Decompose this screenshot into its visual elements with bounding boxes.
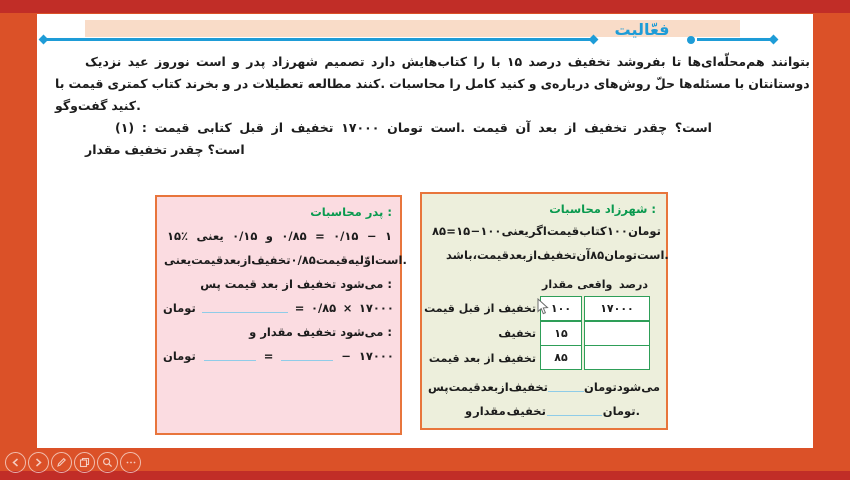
text-token: بعد	[480, 380, 499, 394]
mouse-cursor	[537, 298, 550, 316]
text-token: از	[564, 120, 577, 135]
text-token: پدر	[246, 54, 266, 69]
text-token: =	[446, 224, 456, 238]
text-token: −	[341, 349, 351, 363]
text-token: کنند.	[355, 76, 386, 91]
text-token: یعنی	[164, 253, 192, 267]
text-token: آن	[576, 248, 591, 262]
text-token: کتاب	[151, 76, 182, 91]
shahrzad-line-cont	[446, 248, 669, 262]
text-token: بعد	[509, 248, 527, 262]
text-token: ۱۵٪	[167, 229, 189, 243]
fill-in-blank	[202, 302, 288, 313]
cell-percent-discount: ۱۵	[540, 321, 582, 346]
text-token: قیمت	[191, 253, 224, 267]
cell-percent-after: ۸۵	[540, 345, 582, 370]
text-token: مقدار	[542, 278, 574, 291]
question-line-1	[115, 120, 712, 135]
pencil-icon	[56, 457, 67, 468]
text-token: مقدار	[85, 142, 121, 157]
text-token: تخفیف	[296, 325, 337, 339]
col-header-percent: درصد	[619, 278, 648, 291]
intro-line-3	[55, 98, 141, 113]
text-token: اگر	[528, 224, 547, 238]
shahrzad-line-result1	[428, 380, 660, 394]
text-token: کتاب	[579, 224, 607, 238]
text-token: قیمت	[547, 224, 580, 238]
text-token: تخفیف	[251, 253, 291, 267]
father-line-so	[165, 277, 392, 291]
text-token: است.	[636, 248, 669, 262]
fill-in-blank	[281, 350, 333, 361]
text-token: نزدیک	[85, 54, 122, 69]
text-token: عید	[127, 54, 149, 69]
header-rule-left	[42, 38, 595, 41]
text-token: است.	[430, 120, 466, 135]
text-token: تخفیف	[584, 120, 627, 135]
text-token: دارد	[370, 54, 396, 69]
text-token: حلّ	[654, 76, 675, 91]
text-token: از	[271, 120, 284, 135]
father-calculations-box	[155, 195, 407, 435]
text-token: ۰/۱۵	[232, 229, 258, 243]
text-token: قیمت	[428, 352, 460, 365]
text-token: از	[282, 277, 293, 291]
text-token: باشد،	[446, 248, 477, 262]
text-token: قبل	[458, 302, 481, 315]
text-token: گفت‌وگو	[55, 98, 108, 113]
text-token: است؟	[674, 120, 712, 135]
text-token: در	[234, 76, 249, 91]
text-token: قیمت	[448, 380, 481, 394]
fill-in-blank	[204, 350, 256, 361]
text-token: تومان	[163, 349, 196, 363]
next-page-button[interactable]	[28, 452, 49, 473]
text-token: می‌شود	[340, 325, 384, 339]
text-token: ۱۷۰۰۰	[358, 301, 394, 315]
text-token: از	[498, 380, 509, 394]
text-token: محاسبات	[549, 202, 601, 216]
text-token: کمتری	[107, 76, 148, 91]
previous-page-button[interactable]	[5, 452, 26, 473]
text-token: قیمت	[68, 76, 104, 91]
table-column-headers	[542, 278, 648, 291]
text-token: ۱۷۰۰۰	[358, 349, 394, 363]
text-token: ۱	[384, 229, 392, 243]
text-token: اوّلیه	[347, 253, 375, 267]
text-token: محاسبات	[310, 205, 362, 219]
text-token: چقدر	[171, 142, 204, 157]
text-token: بخرند	[185, 76, 219, 91]
text-token: تصمیم	[324, 54, 365, 69]
text-token: تخفیف	[506, 404, 546, 418]
rule-dot	[687, 36, 695, 44]
pages-button[interactable]	[74, 452, 95, 473]
text-token: ۱۰۰	[606, 224, 628, 238]
intro-line-1	[85, 54, 810, 69]
text-token: −	[470, 224, 481, 238]
text-token: تخفیف	[498, 327, 536, 340]
text-token: تا	[671, 54, 682, 69]
text-token: =	[315, 229, 325, 243]
text-token: تخفیف	[508, 380, 548, 394]
cell-actual-before: ۱۷۰۰۰	[584, 296, 650, 321]
text-token: قیمت	[472, 120, 508, 135]
cell-actual-discount	[584, 321, 650, 346]
cell-percent-before: ۱۰۰	[540, 296, 582, 321]
text-token: ۰/۸۵	[281, 229, 307, 243]
text-token: با	[734, 76, 745, 91]
text-token: آن	[515, 120, 531, 135]
father-line-percent	[167, 229, 392, 243]
text-token: هم‌محلّه‌ای‌ها	[687, 54, 765, 69]
text-token: و	[528, 76, 537, 91]
text-token: قبل	[239, 120, 264, 135]
question-line-2	[85, 142, 245, 157]
text-token: تخفیف	[537, 248, 577, 262]
text-token: کنید	[499, 76, 525, 91]
text-token: و	[232, 54, 240, 69]
text-token: تخفیف	[124, 142, 168, 157]
shahrzad-box-title	[432, 202, 656, 216]
text-token: تخفیف	[498, 302, 536, 315]
text-token: مطالعه	[307, 76, 352, 91]
text-token: تخفیف	[567, 54, 611, 69]
cell-actual-after	[584, 345, 650, 370]
text-token: محاسبات	[389, 76, 446, 91]
text-token: بعد	[538, 120, 558, 135]
text-token: را	[473, 54, 485, 69]
text-token: ۱۰۰	[480, 224, 502, 238]
text-token: بتوانند	[770, 54, 810, 69]
text-token: تومان	[604, 248, 637, 262]
rule-cap-right	[769, 35, 779, 45]
father-line-meaning	[164, 253, 407, 267]
text-token: دوستانتان	[748, 76, 810, 91]
book-page	[37, 14, 813, 448]
text-token: تعطیلات	[252, 76, 304, 91]
more-icon	[125, 457, 137, 468]
text-token: =	[263, 349, 274, 363]
text-token: تومان.	[602, 404, 640, 418]
text-token: بفروشد	[616, 54, 666, 69]
pages-icon	[79, 457, 90, 468]
text-token: یعنی	[501, 224, 529, 238]
frame-top-strip	[0, 0, 850, 13]
text-token: ۱۵	[456, 224, 471, 238]
text-token: :	[387, 325, 392, 339]
father-box-title	[165, 205, 392, 219]
text-token: یعنی	[196, 229, 224, 243]
text-token: از	[526, 248, 538, 262]
father-line-eq2	[163, 349, 394, 363]
col-header-actual	[542, 278, 612, 291]
text-token: :	[141, 120, 147, 135]
text-token: :	[387, 277, 392, 291]
text-token: تومان	[163, 301, 196, 315]
text-token: با	[491, 54, 501, 69]
chevron-left-icon	[10, 457, 21, 468]
activity-title: فعّالیت	[614, 20, 670, 39]
row-label-discount	[426, 327, 536, 340]
chevron-right-icon	[33, 457, 44, 468]
text-token: ×	[342, 301, 353, 315]
text-token: پس	[200, 277, 221, 291]
text-token: است	[196, 54, 226, 69]
text-token: (۱)	[115, 120, 135, 135]
text-token: از	[484, 352, 495, 365]
text-token: درباره‌ی	[540, 76, 590, 91]
text-token: بعد	[463, 352, 481, 365]
text-token: تخفیف	[296, 277, 337, 291]
text-token: از	[484, 302, 495, 315]
text-token: تخفیف	[498, 352, 536, 365]
zoom-button[interactable]	[97, 452, 118, 473]
shahrzad-line-result2	[465, 404, 640, 418]
annotate-button[interactable]	[51, 452, 72, 473]
text-token: می‌شود	[616, 380, 660, 394]
text-token: ۰/۱۵	[333, 229, 359, 243]
text-token: چقدر	[634, 120, 668, 135]
text-token: کامل	[464, 76, 496, 91]
text-token: قیمت	[315, 253, 348, 267]
text-token: :	[387, 205, 392, 219]
text-token: است.	[375, 253, 407, 267]
text-token: تومان	[584, 380, 617, 394]
magnifier-icon	[102, 457, 113, 468]
text-token: کتاب‌هایش	[401, 54, 467, 69]
rule-cap-left	[39, 35, 49, 45]
father-line-and	[165, 325, 392, 339]
text-token: ۸۵	[432, 224, 447, 238]
fill-in-blank	[547, 405, 602, 416]
text-token: نوروز	[154, 54, 190, 69]
text-token: و	[222, 76, 231, 91]
text-token: تومان	[628, 224, 661, 238]
text-token: کتابی	[197, 120, 232, 135]
shahrzad-line-eq	[432, 224, 661, 238]
text-token: مسئله‌ها	[679, 76, 731, 91]
text-token: پس	[428, 380, 449, 394]
text-token: قیمت	[154, 120, 190, 135]
father-line-eq1	[163, 301, 394, 315]
text-token: از	[240, 253, 252, 267]
text-token: را	[449, 76, 461, 91]
text-token: شهرزاد	[604, 202, 648, 216]
text-token: :	[651, 202, 656, 216]
text-token: است؟	[207, 142, 245, 157]
text-token: روش‌های	[593, 76, 651, 91]
text-token: واقعی	[577, 278, 613, 291]
text-token: بعد	[260, 277, 279, 291]
text-token: بعد	[223, 253, 241, 267]
text-token: و	[465, 404, 473, 418]
text-token: ۰/۸۵	[290, 253, 316, 267]
row-label-before-discount	[426, 302, 536, 315]
text-token: کنید.	[111, 98, 141, 113]
text-token: درصد	[528, 54, 562, 69]
more-button[interactable]	[120, 452, 141, 473]
text-token: ۸۵	[590, 248, 605, 262]
text-token: با	[55, 76, 65, 91]
text-token: ۱۷۰۰۰	[341, 120, 380, 135]
text-token: تومان	[387, 120, 423, 135]
text-token: ۱۵	[506, 54, 523, 69]
intro-line-2	[55, 76, 810, 91]
text-token: ۰/۸۵	[310, 301, 337, 315]
text-token: =	[294, 301, 305, 315]
text-token: شهرزاد	[271, 54, 318, 69]
text-token: تخفیف	[290, 120, 334, 135]
header-rule-right	[697, 38, 773, 41]
text-token: مقدار	[473, 404, 506, 418]
text-token: و	[249, 325, 257, 339]
text-token: قیمت	[224, 277, 257, 291]
text-token: و	[265, 229, 273, 243]
text-token: قیمت	[424, 302, 455, 315]
fill-in-blank	[548, 381, 584, 392]
text-token: قیمت	[476, 248, 510, 262]
text-token: −	[366, 229, 377, 243]
row-label-after-discount	[426, 352, 536, 365]
text-token: پدر	[365, 205, 384, 219]
text-token: می‌شود	[340, 277, 384, 291]
text-token: مقدار	[260, 325, 293, 339]
